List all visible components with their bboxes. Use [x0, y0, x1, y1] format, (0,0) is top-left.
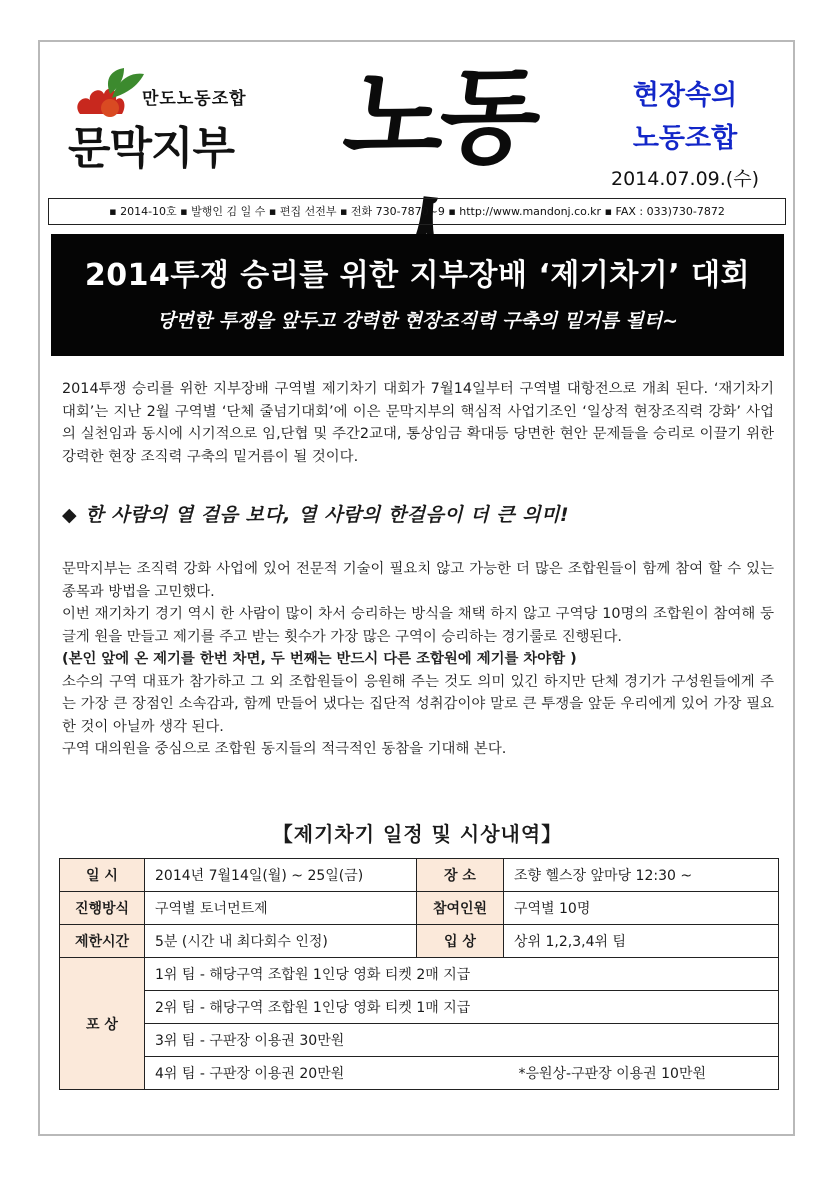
intro-paragraph: 2014투쟁 승리를 위한 지부장배 구역별 제기차기 대회가 7월14일부터 구역별 대항전으로 개최 된다. ‘재기차기 대회’는 지난 2월 구역별 ‘단체 줄넘기대회’에 이은 문막지부의 핵심적 사업기조인 ‘일상적 현장조직력 강화’ 사업의 실천임과 동시에 시기적으로 임,단협 및 주간2교대, 통상임금 확대등 당면한 현안 문제들을 승리로 이끌기 위한 강력한 현장 조직력 구축의 밑거름이 될 것이다.	[62, 381, 774, 465]
table-header-cell: 참여인원	[417, 892, 504, 925]
headline: 2014투쟁 승리를 위한 지부장배 ‘제기차기’ 대회	[84, 258, 751, 293]
table-header-cell: 제한시간	[60, 925, 145, 958]
table-header-cell: 입 상	[417, 925, 504, 958]
paragraph-4: 구역 대의원을 중심으로 조합원 동지들의 적극적인 동참을 기대해 본다.	[62, 741, 507, 757]
headline-banner	[51, 234, 784, 356]
subheadline: 당면한 투쟁을 앞두고 강력한 현장조직력 구축의 밑거름 될터~	[156, 310, 679, 332]
table-row	[60, 958, 779, 991]
table-header-cell: 진행방식	[60, 892, 145, 925]
union-logo-main: 문막지부	[68, 123, 235, 174]
table-cell: 2014년 7월14일(월) ~ 25일(금)	[145, 859, 417, 892]
table-row	[60, 859, 779, 892]
paragraph-1: 문막지부는 조직력 강화 사업에 있어 전문적 기술이 필요치 않고 가능한 더 많은 조합원들이 함께 참여 할 수 있는 종목과 방법을 고민했다.	[62, 561, 774, 600]
table-row	[60, 991, 779, 1024]
paragraph-2: 이번 재기차기 경기 역시 한 사람이 많이 차서 승리하는 방식을 채택 하지 않고 구역당 10명의 조합원이 참여해 둥글게 원을 만들고 제기를 주고 받는 횟수가 가장 많은 구역이 승리하는 경기룰로 진행된다.	[62, 606, 774, 645]
table-row	[60, 892, 779, 925]
prize-4-text: 4위 팀 - 구판장 이용권 20만원	[155, 1066, 345, 1082]
union-logo-sub: 만도노동조합	[142, 89, 247, 109]
table-cell: 구역별 10명	[504, 892, 779, 925]
slogan-line-1: 현장속의	[632, 80, 738, 111]
table-cell: 상위 1,2,3,4위 팀	[504, 925, 779, 958]
table-row	[60, 925, 779, 958]
issue-date: 2014.07.09.(수)	[610, 168, 759, 190]
table-header-cell: 장 소	[417, 859, 504, 892]
article-body	[62, 558, 774, 761]
table-header-cell: 일 시	[60, 859, 145, 892]
schedule-table-title: 【제기차기 일정 및 시상내역】	[272, 822, 563, 846]
prize-cell-1: 1위 팀 - 해당구역 조합원 1인당 영화 티켓 2매 지급	[145, 958, 779, 991]
union-logo	[62, 62, 262, 180]
section-heading	[62, 500, 774, 527]
paragraph-3: 소수의 구역 대표가 참가하고 그 외 조합원들이 응원해 주는 것도 의미 있긴 하지만 단체 경기가 구성원들에게 주는 가장 큰 장점인 소속감과, 함께 만들어 냈다는 집단적 성취감이야 말로 큰 투쟁을 앞둔 우리에게 있어 가장 필요한 것이 아닐까 생각 된다.	[62, 673, 774, 735]
table-cell: 5분 (시간 내 최다회수 인정)	[145, 925, 417, 958]
slogan-line-2: 노동조합	[632, 123, 738, 154]
newspaper-title: 노동人	[336, 55, 544, 178]
prize-cell-4	[145, 1057, 779, 1090]
table-cell: 구역별 토너먼트제	[145, 892, 417, 925]
section-heading-text: 한 사람의 열 걸음 보다, 열 사람의 한걸음이 더 큰 의미!	[85, 504, 570, 526]
prize-cell-3: 3위 팀 - 구판장 이용권 30만원	[145, 1024, 779, 1057]
schedule-table	[59, 858, 779, 1090]
publication-info-bar: ▪ 2014-10호 ▪ 발행인 김 일 수 ▪ 편집 선전부 ▪ 전화 730-7870~9 ▪ http://www.mandonj.co.kr ▪ FAX : 033)730-7872	[48, 198, 786, 225]
table-row	[60, 1024, 779, 1057]
table-row	[60, 1057, 779, 1090]
prize-header-cell: 포 상	[60, 958, 145, 1090]
slogan	[600, 74, 770, 160]
cheering-prize-note: *응원상-구판장 이용권 10만원	[518, 1066, 706, 1082]
diamond-bullet-icon: ◆	[62, 504, 78, 526]
prize-cell-2: 2위 팀 - 해당구역 조합원 1인당 영화 티켓 1매 지급	[145, 991, 779, 1024]
paragraph-2-emphasis: (본인 앞에 온 제기를 한번 차면, 두 번째는 반드시 다른 조합원에 제기를 차야함 )	[62, 651, 577, 667]
table-cell: 조향 헬스장 앞마당 12:30 ~	[504, 859, 779, 892]
